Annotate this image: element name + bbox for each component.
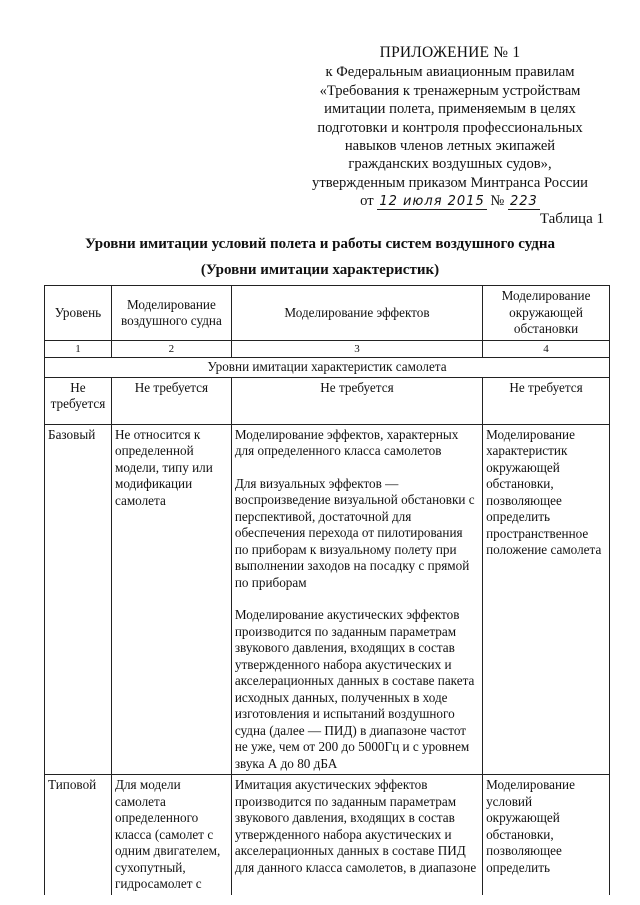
header-aircraft: Моделирование воздушного судна xyxy=(111,286,231,341)
cell-aircraft: Не относится к определенной модели, типу или модификации самолета xyxy=(111,424,231,775)
cell-environment: Моделирование характеристик окружающей обстановки, позволяющее определить пространственное положение самолета xyxy=(483,424,610,775)
appendix-line: «Требования к тренажерным устройствам xyxy=(319,82,581,99)
table-number: Таблица 1 xyxy=(539,211,604,227)
cell-effects: Имитация акустических эффектов производится по заданным параметрам звукового давления, входящих в состав утвержденного набора акустических и акселерационных данных в составе ПИД для данного класса самолетов, в диапазоне xyxy=(231,775,482,895)
table-heading: Уровни имитации условий полета и работы систем воздушного судна xyxy=(84,236,555,252)
order-date-line xyxy=(360,192,540,211)
appendix-line: гражданских воздушных судов», xyxy=(348,156,552,173)
column-number: 2 xyxy=(111,341,231,358)
handwritten-number: 223 xyxy=(509,194,538,210)
effects-paragraph: Для визуальных эффектов — воспроизведение визуальной обстановки с перспективой, достаточной для обеспечения перехода от пилотирования по приборам к визуальному полету при выполнении заходов на посадку с прямой по приборам xyxy=(234,475,475,590)
appendix-block xyxy=(300,44,600,212)
cell-effects: Не требуется xyxy=(231,377,482,424)
header-effects: Моделирование эффектов xyxy=(231,286,482,341)
appendix-line: имитации полета, применяемым в целях xyxy=(324,101,576,118)
column-number: 4 xyxy=(483,341,610,358)
handwritten-date: 12 июля 2015 xyxy=(379,194,485,210)
cell-environment: Моделирование условий окружающей обстановки, позволяющее определить xyxy=(483,775,610,895)
table-row xyxy=(45,424,610,775)
section-title: Уровни имитации характеристик самолета xyxy=(45,358,610,378)
table-row xyxy=(45,775,610,895)
appendix-line: подготовки и контроля профессиональных xyxy=(317,119,583,136)
date-prefix: от xyxy=(360,193,374,210)
table-subheading: (Уровни имитации характеристик) xyxy=(200,262,440,278)
cell-effects xyxy=(231,424,482,775)
cell-aircraft: Для модели самолета определенного класса (самолет с одним двигателем, сухопутный, гидросамолет с xyxy=(111,775,231,895)
appendix-line: навыков членов летных экипажей xyxy=(344,138,556,155)
simulation-levels-table xyxy=(44,285,610,895)
appendix-line: утвержденным приказом Минтранса России xyxy=(312,174,588,191)
cell-environment: Не требуется xyxy=(483,377,610,424)
table-row xyxy=(45,377,610,424)
header-row xyxy=(45,286,610,341)
section-row xyxy=(45,358,610,378)
number-prefix: № xyxy=(490,193,505,210)
cell-aircraft: Не требуется xyxy=(111,377,231,424)
appendix-title: ПРИЛОЖЕНИЕ № 1 xyxy=(379,44,521,61)
effects-paragraph: Моделирование эффектов, характерных для определенного класса самолетов xyxy=(234,426,459,458)
column-number: 3 xyxy=(231,341,482,358)
cell-level: Базовый xyxy=(45,424,112,775)
appendix-line: к Федеральным авиационным правилам xyxy=(325,64,575,81)
column-number: 1 xyxy=(45,341,112,358)
cell-level: Не требуется xyxy=(45,377,112,424)
header-level: Уровень xyxy=(45,286,112,341)
cell-level: Типовой xyxy=(45,775,112,895)
column-number-row xyxy=(45,341,610,358)
effects-paragraph: Моделирование акустических эффектов производится по заданным параметрам звукового давления, входящих в состав утвержденного набора акустических и акселерационных данных в составе пакета исходных данных, полученных в ходе изготовления и испытаний воздушного судна (далее — ПИД) в диапазоне частот не уже, чем от 200 до 5000Гц и с уровнем звука А до 80 дБА xyxy=(234,607,475,771)
header-environment: Моделирование окружающей обстановки xyxy=(483,286,610,341)
